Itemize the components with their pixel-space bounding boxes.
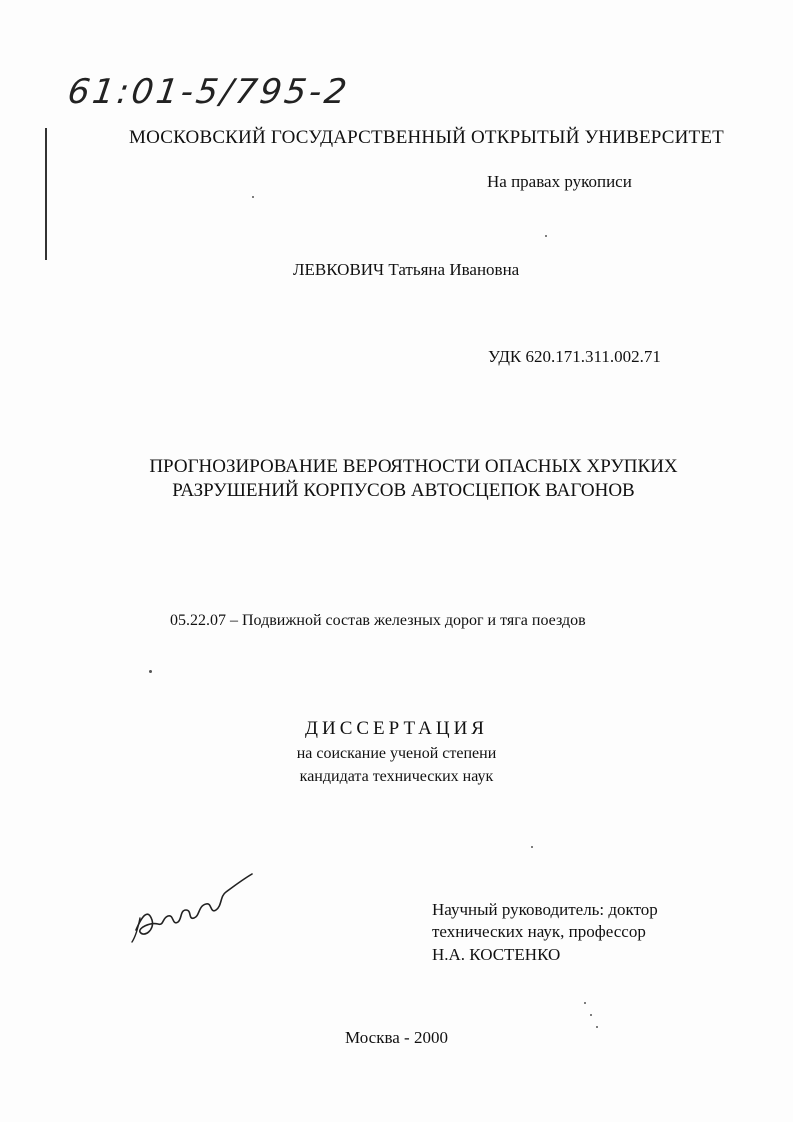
margin-line <box>45 128 47 260</box>
scan-speck <box>584 1002 586 1004</box>
scan-speck <box>149 670 152 673</box>
scan-speck <box>596 1026 598 1028</box>
scan-speck <box>252 196 254 198</box>
author-name: ЛЕВКОВИЧ Татьяна Ивановна <box>293 260 520 279</box>
archive-number: 61:01-5/795-2 <box>65 72 352 112</box>
specialty-code: 05.22.07 – Подвижной состав железных дорог и тяга поездов <box>170 612 586 629</box>
udk-code: УДК 620.171.311.002.71 <box>488 347 661 366</box>
advisor-line-2: технических наук, профессор <box>432 922 646 941</box>
handwritten-signature <box>128 860 258 950</box>
scan-speck <box>545 235 547 237</box>
degree-line-2: кандидата технических наук <box>299 768 494 785</box>
advisor-name: Н.А. КОСТЕНКО <box>432 945 561 964</box>
thesis-title-line-2: РАЗРУШЕНИЙ КОРПУСОВ АВТОСЦЕПОК ВАГОНОВ <box>172 480 635 501</box>
advisor-line-1: Научный руководитель: доктор <box>432 900 658 919</box>
manuscript-rights: На правах рукописи <box>487 172 632 191</box>
scan-speck <box>531 846 533 848</box>
degree-line-1: на соискание ученой степени <box>296 745 497 762</box>
university-name: МОСКОВСКИЙ ГОСУДАРСТВЕННЫЙ ОТКРЫТЫЙ УНИВЕРСИТЕТ <box>129 127 724 148</box>
city-year: Москва - 2000 <box>345 1028 448 1047</box>
document-type: ДИССЕРТАЦИЯ <box>305 718 488 739</box>
scan-speck <box>590 1014 592 1016</box>
thesis-title-line-1: ПРОГНОЗИРОВАНИЕ ВЕРОЯТНОСТИ ОПАСНЫХ ХРУПКИХ <box>149 456 678 477</box>
